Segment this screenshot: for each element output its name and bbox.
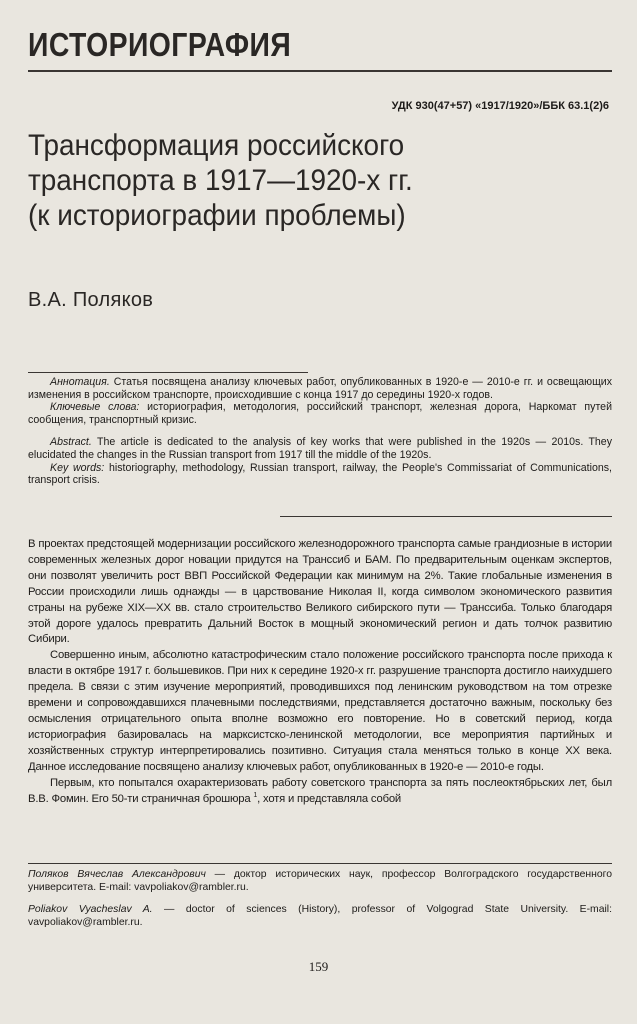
keywords-ru-label: Ключевые слова: (50, 401, 140, 414)
abstract-en (28, 436, 612, 461)
footnote-ru-name: Поляков Вячеслав Александрович (28, 869, 206, 880)
footnote-en-name: Poliakov Vyacheslav A. (28, 904, 153, 915)
abstract-en-label: Abstract. (50, 436, 92, 449)
keywords-ru-text: историография, методология, российский транспорт, железная дорога, Наркомат путей сообщения, транспортный кризис. (28, 401, 612, 426)
abstract-ru-text: Статья посвящена анализу ключевых работ, опубликованных в 1920-е — 2010-е гг. и освещающих изменения в российском транспорте, происходившие с конца 1917 до середины 1920-х годов. (28, 376, 612, 401)
keywords-en (28, 462, 612, 487)
article-body (28, 537, 612, 807)
article-title (28, 128, 586, 233)
body-paragraph (28, 776, 612, 808)
author-footnotes (28, 868, 612, 938)
page-number: 159 (308, 959, 329, 974)
footnote-ref: 1 (253, 791, 258, 799)
keywords-ru (28, 401, 612, 426)
abstract-bottom-rule (280, 516, 612, 517)
abstract-block (28, 376, 612, 487)
section-header: ИСТОРИОГРАФИЯ (28, 26, 292, 63)
author-name: В.А. Поляков (28, 289, 154, 311)
footnote-en-text: — doctor of sciences (History), professor of Volgograd State University. E-mail: vavpoliakov@rambler.ru. (28, 904, 612, 928)
body-paragraph-text: Первым, кто попытался охарактеризовать работу советского транспорта за пять послеоктябрьских лет, был В.В. Фомин. Его 50-ти страничная брошюра (28, 776, 612, 805)
footnote-ru (28, 868, 612, 894)
keywords-en-label: Key words: (50, 461, 105, 474)
body-paragraph-end: , хотя и представляла собой (257, 792, 402, 805)
footnote-ru-text: — доктор исторических наук, профессор Волгоградского государственного университета. E-mail: vavpoliakov@rambler.ru. (28, 869, 612, 893)
footnote-en (28, 903, 612, 929)
keywords-en-text: historiography, methodology, Russian transport, railway, the People's Commissariat of Communications, transport crisis. (28, 461, 613, 487)
body-paragraph: Совершенно иным, абсолютно катастрофическим стало положение российского транспорта после прихода к власти в октябре 1917 г. большевиков. При них к середине 1920-х гг. разрушение транспорта достигло наихудшего предела. В связи с этим изучение мероприятий, проводившихся под ленинским руководством на том отрезке времени и сопровождавшихся плачевными последствиями, представляется достаточно важным, поскольку без осмысления отрицательного опыта вполне возможно его повторение. Но в советский период, когда историография базировалась на марксистско-ленинской методологии, все мероприятия партийных и хозяйственных структур интерпретировались позитивно. Ситуация стала меняться только в конце XX века. Данное исследование посвящено анализу ключевых работ, опубликованных в 1920-е — 2010-е годы. (28, 649, 612, 773)
footnote-rule (28, 863, 612, 864)
abstract-ru-label: Аннотация. (50, 376, 110, 388)
udc-code: УДК 930(47+57) «1917/1920»/ББК 63.1(2)6 (391, 100, 609, 112)
abstract-gap (28, 426, 612, 436)
abstract-en-text: The article is dedicated to the analysis of key works that were published in the 1920s — 2010s. They elucidated the changes in the Russian transport from 1917 till the middle of the 1920s. (28, 436, 612, 461)
abstract-top-rule (28, 372, 308, 373)
title-line: Трансформация российского (28, 129, 405, 162)
body-paragraph: В проектах предстоящей модернизации российского железнодорожного транспорта самые грандиозные в истории современных железных дорог новации придутся на Транссиб и БАМ. По предварительным оценкам экспертов, они позволят увеличить рост ВВП Российской Федерации как минимум на 2%. Такие глобальные изменения в России происходили лишь однажды — в царствование Николая II, когда символом экономического развития страны на рубеже XIX—XX вв. стало строительство Великого сибирского пути — Транссиба. Только благодаря этой дороге удалось превратить Дальний Восток в мощный экономический регион и дать толчок развитию Сибири. (28, 538, 612, 646)
title-line: транспорта в 1917—1920-х гг. (28, 164, 413, 197)
abstract-ru (28, 376, 612, 401)
title-line: (к историографии проблемы) (28, 199, 406, 232)
header-rule (28, 70, 612, 72)
